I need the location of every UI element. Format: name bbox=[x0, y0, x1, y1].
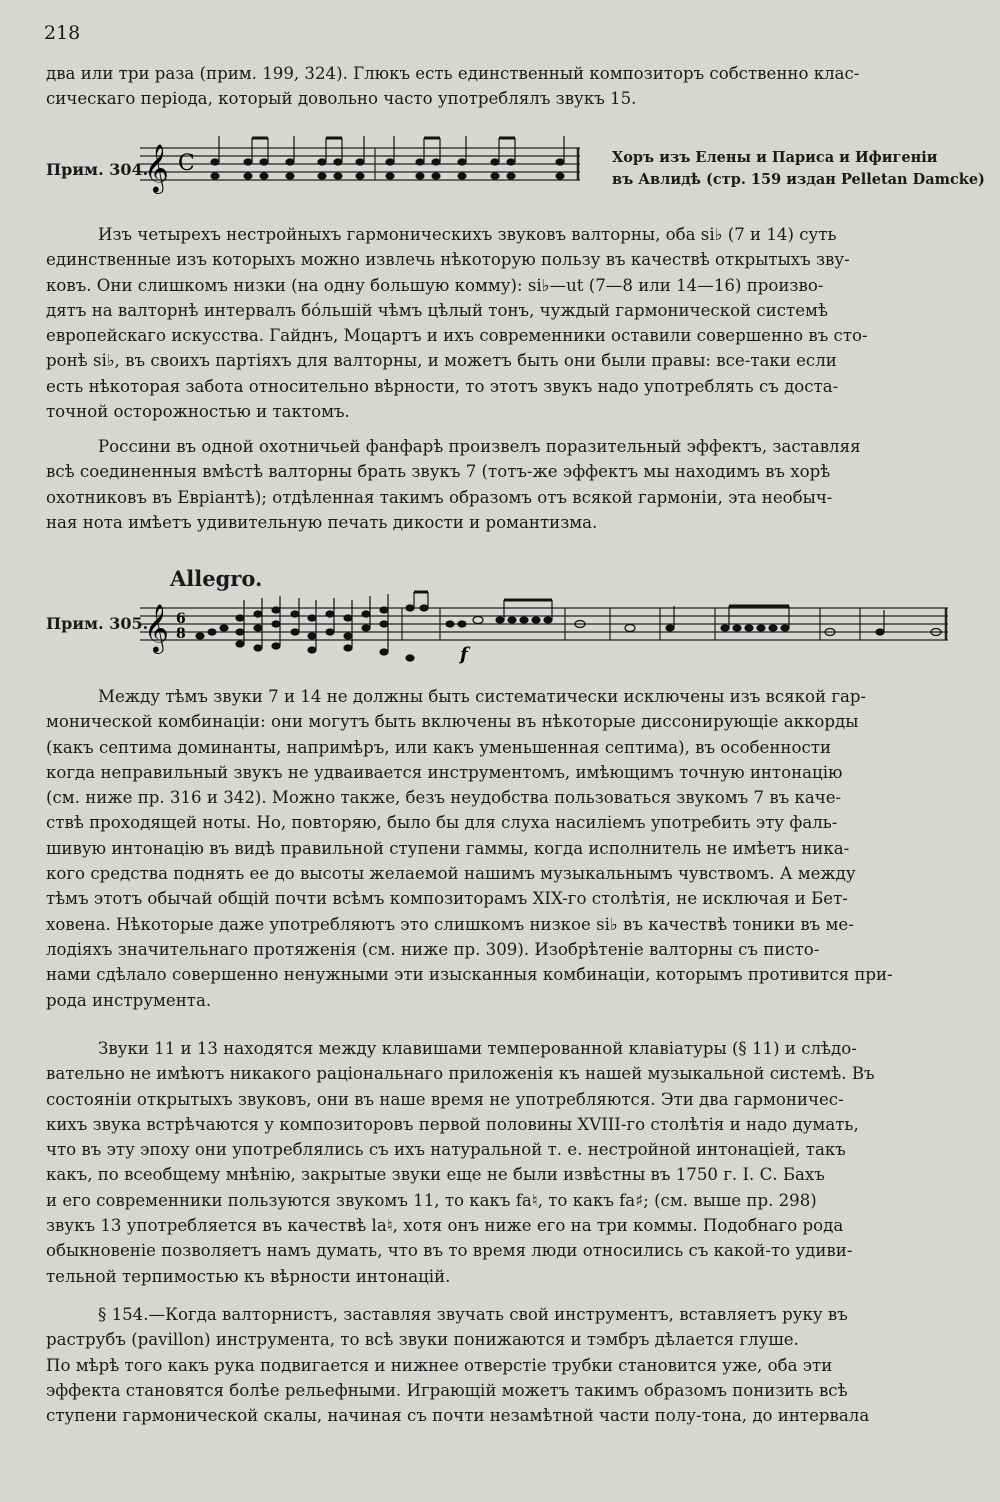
example-305-label: Прим. 305. bbox=[46, 614, 149, 633]
text-line: Россини въ одной охотничьей фанфарѣ произвелъ поразительный эффектъ, заставляя bbox=[98, 437, 861, 456]
text-line: тельной терпимостью къ вѣрности интонацій. bbox=[46, 1266, 451, 1286]
paragraph-5 bbox=[46, 1036, 948, 1289]
text-line: когда неправильный звукъ не удваивается инструментомъ, имѣющимъ точную интонацію bbox=[46, 762, 843, 782]
text-line: всѣ соединенныя вмѣстѣ валторны брать звукъ 7 (тотъ-же эффектъ мы находимъ въ хорѣ bbox=[46, 462, 831, 482]
text-line: ковъ. Они слишкомъ низки (на одну большую комму): si♭—ut (7—8 или 14—16) произво- bbox=[46, 275, 824, 295]
text-line: обыкновеніе позволяетъ намъ думать, что въ то время люди относились съ какой-то удиви- bbox=[46, 1241, 853, 1261]
example-305-staff bbox=[140, 588, 950, 668]
caption-line: въ Авлидѣ (стр. 159 издан Pelletan Damcke) bbox=[612, 171, 985, 188]
text-line: Изъ четырехъ нестройныхъ гармоническихъ звуковъ валторны, оба si♭ (7 и 14) суть bbox=[98, 225, 837, 244]
svg-text:8: 8 bbox=[176, 626, 186, 642]
text-line: звукъ 13 употребляется въ качествѣ la♮, хотя онъ ниже его на три коммы. Подобнаго рода bbox=[46, 1216, 844, 1236]
svg-text:C: C bbox=[178, 151, 195, 176]
paragraph-1 bbox=[46, 61, 948, 112]
text-line: есть нѣкоторая забота относительно вѣрности, то этотъ звукъ надо употреблять съ доста- bbox=[46, 376, 839, 396]
text-line: Между тѣмъ звуки 7 и 14 не должны быть систематически исключены изъ всякой гар- bbox=[98, 687, 867, 706]
text-line: и его современники пользуются звукомъ 11, то какъ fa♮, то какъ fa♯; (см. выше пр. 298) bbox=[46, 1190, 817, 1210]
text-line: По мѣрѣ того какъ рука подвигается и нижнее отверстіе трубки становится уже, оба эти bbox=[46, 1355, 833, 1375]
text-line: точной осторожностью и тактомъ. bbox=[46, 402, 350, 422]
page-number: 218 bbox=[44, 22, 81, 44]
text-line: единственные изъ которыхъ можно извлечь нѣкоторую пользу въ качествѣ открытыхъ зву- bbox=[46, 250, 850, 270]
text-line: европейскаго искусства. Гайднъ, Моцартъ и ихъ современники оставили совершенно въ сто- bbox=[46, 326, 868, 346]
paragraph-6 bbox=[46, 1302, 948, 1428]
text-line: ронѣ si♭, въ своихъ партіяхъ для валторны, и можетъ быть они были правы: все-таки если bbox=[46, 351, 837, 371]
text-line: ховена. Нѣкоторые даже употребляютъ это слишкомъ низкое si♭ въ качествѣ тоники въ ме- bbox=[46, 914, 854, 934]
text-line: (см. ниже пр. 316 и 342). Можно также, безъ неудобства пользоваться звукомъ 7 въ каче- bbox=[46, 788, 842, 808]
svg-text:𝄞: 𝄞 bbox=[144, 143, 169, 192]
text-line: ная нота имѣетъ удивительную печать дикости и романтизма. bbox=[46, 512, 598, 532]
text-line: монической комбинаціи: они могутъ быть включены въ нѣкоторые диссонирующіе аккорды bbox=[46, 712, 859, 732]
example-304-caption bbox=[612, 147, 985, 191]
text-line: нами сдѣлало совершенно ненужными эти изысканныя комбинаціи, которымъ противится при- bbox=[46, 965, 893, 985]
text-line: ствѣ проходящей ноты. Но, повторяю, было бы для слуха насиліемъ употребить эту фаль- bbox=[46, 813, 838, 833]
text-line: Звуки 11 и 13 находятся между клавишами темперованной клавіатуры (§ 11) и слѣдо- bbox=[98, 1039, 857, 1058]
caption-line: Хоръ изъ Елены и Париса и Ифигеніи bbox=[612, 149, 938, 166]
example-304-staff bbox=[140, 128, 580, 196]
text-line: тѣмъ этотъ обычай общій почти всѣмъ композиторамъ XIX-го столѣтія, не исключая и Бет- bbox=[46, 889, 848, 909]
paragraph-2 bbox=[46, 222, 948, 424]
text-line: какъ, по всеобщему мнѣнію, закрытые звуки еще не были извѣстны въ 1750 г. І. С. Бахъ bbox=[46, 1165, 825, 1185]
text-line: охотниковъ въ Евріантѣ); отдѣленная такимъ образомъ отъ всякой гармоніи, эта необыч- bbox=[46, 487, 833, 507]
text-line: состояніи открытыхъ звуковъ, они въ наше время не употребляются. Эти два гармоничес- bbox=[46, 1089, 844, 1109]
example-304-label: Прим. 304. bbox=[46, 160, 149, 179]
text-line: вательно не имѣютъ никакого раціональнаго приложенія къ нашей музыкальной системѣ. Въ bbox=[46, 1064, 875, 1084]
text-line: шивую интонацію въ видѣ правильной ступени гаммы, когда исполнитель не имѣетъ ника- bbox=[46, 838, 850, 858]
svg-text:6: 6 bbox=[176, 611, 186, 627]
text-line: лодіяхъ значительнаго протяженія (см. ниже пр. 309). Изобрѣтеніе валторны съ писто- bbox=[46, 939, 820, 959]
text-line: ступени гармонической скалы, начиная съ почти незамѣтной части полу-тона, до интервала bbox=[46, 1406, 870, 1426]
text-line: § 154.—Когда валторнистъ, заставляя звучать свой инструментъ, вставляетъ руку въ bbox=[98, 1305, 848, 1324]
text-line: что въ эту эпоху они употреблялись съ ихъ натуральной т. е. нестройной интонаціей, такъ bbox=[46, 1140, 846, 1160]
text-line: два или три раза (прим. 199, 324). Глюкъ есть единственный композиторъ собственно клас- bbox=[46, 64, 860, 83]
text-line: кого средства поднять ее до высоты желаемой нашимъ музыкальнымъ чувствомъ. А между bbox=[46, 864, 856, 884]
svg-text:f: f bbox=[460, 644, 468, 665]
paragraph-4 bbox=[46, 684, 948, 1013]
text-line: раструбъ (pavillon) инструмента, то всѣ звуки понижаются и тэмбръ дѣлается глуше. bbox=[46, 1330, 799, 1350]
text-line: рода инструмента. bbox=[46, 990, 212, 1010]
paragraph-3 bbox=[46, 434, 948, 535]
text-line: кихъ звука встрѣчаются у композиторовъ первой половины XVIII-го столѣтія и надо думать, bbox=[46, 1114, 859, 1134]
svg-text:𝄞: 𝄞 bbox=[144, 603, 169, 652]
text-line: сическаго періода, который довольно часто употреблялъ звукъ 15. bbox=[46, 89, 637, 109]
text-line: эффекта становятся болѣе рельефными. Играющій можетъ такимъ образомъ понизить всѣ bbox=[46, 1380, 848, 1400]
text-line: (какъ септима доминанты, напримѣръ, или какъ уменьшенная септима), въ особенности bbox=[46, 737, 832, 757]
tempo-marking: Allegro. bbox=[170, 566, 263, 591]
text-line: дятъ на валторнѣ интервалъ бо́льшій чѣмъ цѣлый тонъ, чуждый гармонической системѣ bbox=[46, 300, 828, 320]
